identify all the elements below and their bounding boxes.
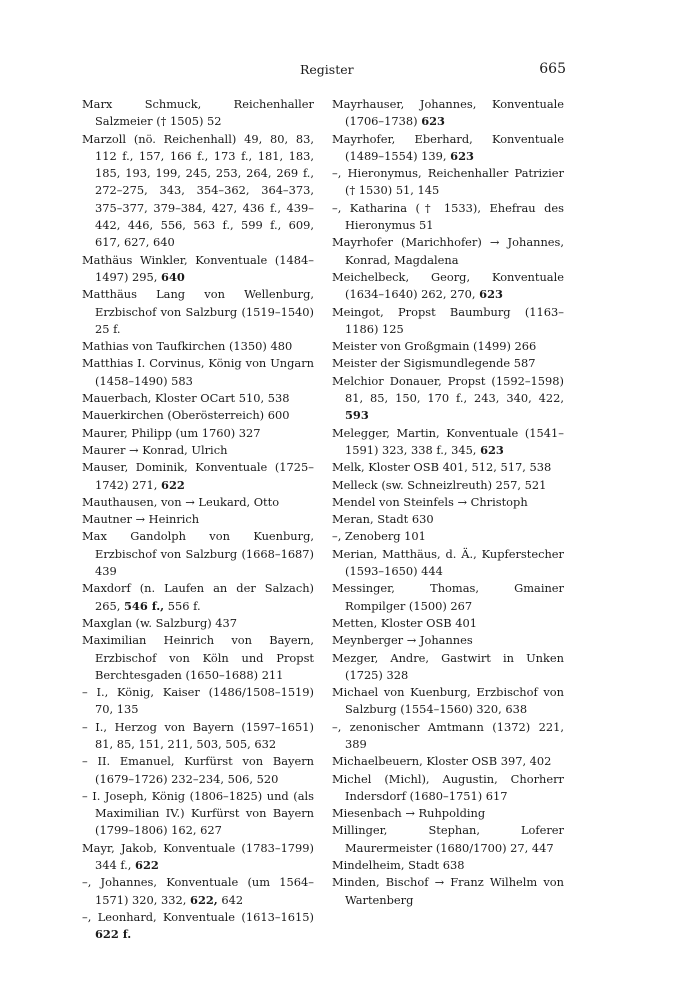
index-entry: [332, 304, 564, 339]
index-entry-text: Mayrhofer, Eberhard, Konventuale (1489–1554) 139,: [332, 131, 564, 163]
index-entry-text: Mauerkirchen (Oberösterreich) 600: [82, 408, 290, 423]
index-entry: [332, 719, 564, 754]
index-entry-text: Mauthausen, von → Leukard, Otto: [82, 494, 280, 509]
index-entry: [332, 650, 564, 685]
index-entry: [332, 269, 564, 304]
index-entry-text: Maximilian Heinrich von Bayern, Erzbischof von Köln und Propst Berchtesgaden (1650–1688) 211: [82, 633, 314, 682]
index-entry-text: 642: [217, 892, 244, 907]
index-entry: [332, 805, 564, 822]
index-entry-bold-ref: 622: [135, 858, 159, 873]
index-entry: [332, 615, 564, 632]
index-entry-text: –, Zenoberg 101: [332, 529, 426, 544]
index-entry: [82, 355, 314, 390]
index-entry-text: Mendel von Steinfels → Christoph: [332, 494, 528, 509]
index-column-left: [82, 96, 314, 944]
index-entry-text: Millinger, Stephan, Loferer Maurermeister (1680/1700) 27, 447: [332, 823, 564, 855]
index-entry: [82, 252, 314, 287]
index-entry-text: Melleck (sw. Schneizlreuth) 257, 521: [332, 477, 547, 492]
index-entry: [82, 874, 314, 909]
index-entry: [332, 546, 564, 581]
index-entry: [82, 459, 314, 494]
index-entry: [332, 822, 564, 857]
index-entry: [332, 234, 564, 269]
index-entry: [332, 753, 564, 770]
index-entry-text: Mayrhauser, Johannes, Konventuale (1706–1738): [332, 97, 564, 129]
index-entry: [82, 632, 314, 684]
index-entry-text: Mezger, Andre, Gastwirt in Unken (1725) 328: [332, 650, 564, 682]
index-entry: [82, 425, 314, 442]
index-entry: [82, 407, 314, 424]
index-entry-text: Maurer → Konrad, Ulrich: [82, 442, 228, 457]
index-entry: [82, 131, 314, 252]
index-entry: [82, 96, 314, 131]
index-entry: [332, 511, 564, 528]
index-entry: [82, 511, 314, 528]
index-entry: [332, 373, 564, 425]
index-entry: [332, 632, 564, 649]
index-entry-text: Meingot, Propst Baumburg (1163–1186) 125: [332, 304, 564, 336]
index-entry: [332, 425, 564, 460]
index-entry-text: Michael von Kuenburg, Erzbischof von Salzburg (1554–1560) 320, 638: [332, 685, 564, 717]
index-entry-text: Merian, Matthäus, d. Ä., Kupferstecher (1593–1650) 444: [332, 546, 564, 579]
index-entry: [82, 580, 314, 615]
index-entry: [82, 788, 314, 840]
index-entry-text: Michaelbeuern, Kloster OSB 397, 402: [332, 754, 552, 769]
index-entry: [332, 528, 564, 545]
index-entry: [82, 615, 314, 632]
index-entry: [82, 442, 314, 459]
index-entry-text: Mindelheim, Stadt 638: [332, 858, 465, 873]
index-entry: [82, 909, 314, 944]
index-entry-text: Marx Schmuck, Reichenhaller Salzmeier († 1505) 52: [82, 97, 314, 129]
index-entry: [332, 684, 564, 719]
index-entry-bold-ref: 593: [345, 408, 369, 423]
index-entry-bold-ref: 623: [480, 442, 504, 457]
index-entry-text: Metten, Kloster OSB 401: [332, 615, 477, 630]
running-head: [0, 62, 700, 82]
index-entry: [82, 286, 314, 338]
index-entry: [82, 753, 314, 788]
index-entry-text: – I. Joseph, König (1806–1825) und (als Maximilian IV.) Kurfürst von Bayern (1799–1806) 162, 627: [82, 788, 314, 838]
index-entry-bold-ref: 623: [421, 114, 445, 129]
index-entry-text: Max Gandolph von Kuenburg, Erzbischof von Salzburg (1668–1687) 439: [82, 529, 314, 579]
index-entry: [82, 684, 314, 719]
page-number: 665: [539, 61, 566, 77]
index-entry-bold-ref: 546 f.,: [123, 598, 165, 613]
index-entry: [82, 528, 314, 580]
index-entry-text: 556 f.: [164, 598, 201, 613]
index-entry-text: Mayr, Jakob, Konventuale (1783–1799) 344 f.,: [82, 840, 314, 873]
index-entry-bold-ref: 622 f.: [95, 927, 132, 942]
index-entry-bold-ref: 623: [479, 287, 503, 302]
index-entry-text: – I., König, Kaiser (1486/1508–1519) 70, 135: [82, 685, 314, 717]
index-entry-text: –, Hieronymus, Reichenhaller Patrizier († 1530) 51, 145: [332, 166, 564, 198]
index-entry-text: Mautner → Heinrich: [82, 512, 200, 527]
index-entry: [332, 477, 564, 494]
index-entry-bold-ref: 640: [161, 269, 185, 284]
index-entry: [332, 771, 564, 806]
index-entry-bold-ref: 623: [450, 148, 474, 163]
index-entry-bold-ref: 622: [161, 477, 185, 492]
index-entry: [332, 459, 564, 476]
index-entry-text: Melchior Donauer, Propst (1592–1598) 81, 85, 150, 170 f., 243, 340, 422,: [332, 373, 564, 406]
index-entry-text: Meichelbeck, Georg, Konventuale (1634–1640) 262, 270,: [332, 269, 564, 302]
running-head-title: Register: [300, 62, 354, 77]
index-entry-text: Marzoll (nö. Reichenhall) 49, 80, 83, 112 f., 157, 166 f., 173 f., 181, 183, 185, 193, 199, 245, 253, 264, 269 f., 272–275, 343, 354–362, 364–373, 375–377, 379–384, 427, 436 f., 439–442, 446, 556, 563 f., 599 f., 609, 617, 627, 640: [82, 131, 314, 250]
index-entry-text: Melegger, Martin, Konventuale (1541–1591) 323, 338 f., 345,: [332, 425, 564, 457]
index-entry-text: Mathias von Taufkirchen (1350) 480: [82, 339, 293, 354]
index-entry-text: – II. Emanuel, Kurfürst von Bayern (1679–1726) 232–234, 506, 520: [82, 754, 314, 786]
index-entry-text: Maxglan (w. Salzburg) 437: [82, 615, 238, 630]
index-entry-text: Meister von Großgmain (1499) 266: [332, 339, 537, 354]
index-entry-text: Mayrhofer (Marichhofer) → Johannes, Konrad, Magdalena: [332, 235, 564, 267]
index-entry-text: –, Leonhard, Konventuale (1613–1615): [82, 909, 314, 924]
index-entry: [82, 494, 314, 511]
index-entry-text: Maurer, Philipp (um 1760) 327: [82, 425, 261, 440]
index-entry: [82, 840, 314, 875]
index-entry-text: Matthias I. Corvinus, König von Ungarn (1458–1490) 583: [82, 356, 314, 388]
index-entry-text: –, Katharina († 1533), Ehefrau des Hieronymus 51: [332, 200, 564, 233]
index-entry-bold-ref: 622,: [190, 892, 218, 907]
index-entry: [82, 390, 314, 407]
index-entry-text: Mauser, Dominik, Konventuale (1725–1742) 271,: [82, 460, 314, 492]
index-entry: [332, 580, 564, 615]
index-entry: [82, 719, 314, 754]
index-entry-text: Meister der Sigismundlegende 587: [332, 356, 536, 371]
index-entry-text: Minden, Bischof → Franz Wilhelm von Wartenberg: [332, 875, 564, 907]
index-entry: [332, 338, 564, 355]
index-entry: [332, 494, 564, 511]
index-entry: [332, 857, 564, 874]
index-entry: [332, 96, 564, 131]
index-entry: [332, 355, 564, 372]
index-entry-text: –, zenonischer Amtmann (1372) 221, 389: [332, 719, 564, 751]
index-entry-text: Matthäus Lang von Wellenburg, Erzbischof von Salzburg (1519–1540) 25 f.: [82, 287, 314, 336]
index-entry-text: Miesenbach → Ruhpolding: [332, 806, 486, 821]
index-entry: [332, 200, 564, 235]
index-entry-text: Messinger, Thomas, Gmainer Rompilger (1500) 267: [332, 581, 564, 613]
index-entry-text: Meran, Stadt 630: [332, 512, 434, 527]
index-entry-text: – I., Herzog von Bayern (1597–1651) 81, 85, 151, 211, 503, 505, 632: [82, 719, 314, 751]
index-entry-text: Mathäus Winkler, Konventuale (1484–1497) 295,: [82, 252, 314, 284]
index-entry-text: –, Johannes, Konventuale (um 1564–1571) 320, 332,: [82, 875, 314, 907]
index-entry: [332, 165, 564, 200]
index-entry-text: Melk, Kloster OSB 401, 512, 517, 538: [332, 460, 552, 475]
index-entry-text: Maxdorf (n. Laufen an der Salzach) 265,: [82, 581, 314, 613]
index-entry-text: Mauerbach, Kloster OCart 510, 538: [82, 391, 290, 406]
index-entry-text: Meynberger → Johannes: [332, 633, 473, 648]
index-entry: [82, 338, 314, 355]
index-entry-text: Michel (Michl), Augustin, Chorherr Indersdorf (1680–1751) 617: [332, 771, 564, 803]
index-entry: [332, 874, 564, 909]
index-column-right: [332, 96, 564, 909]
index-entry: [332, 131, 564, 166]
